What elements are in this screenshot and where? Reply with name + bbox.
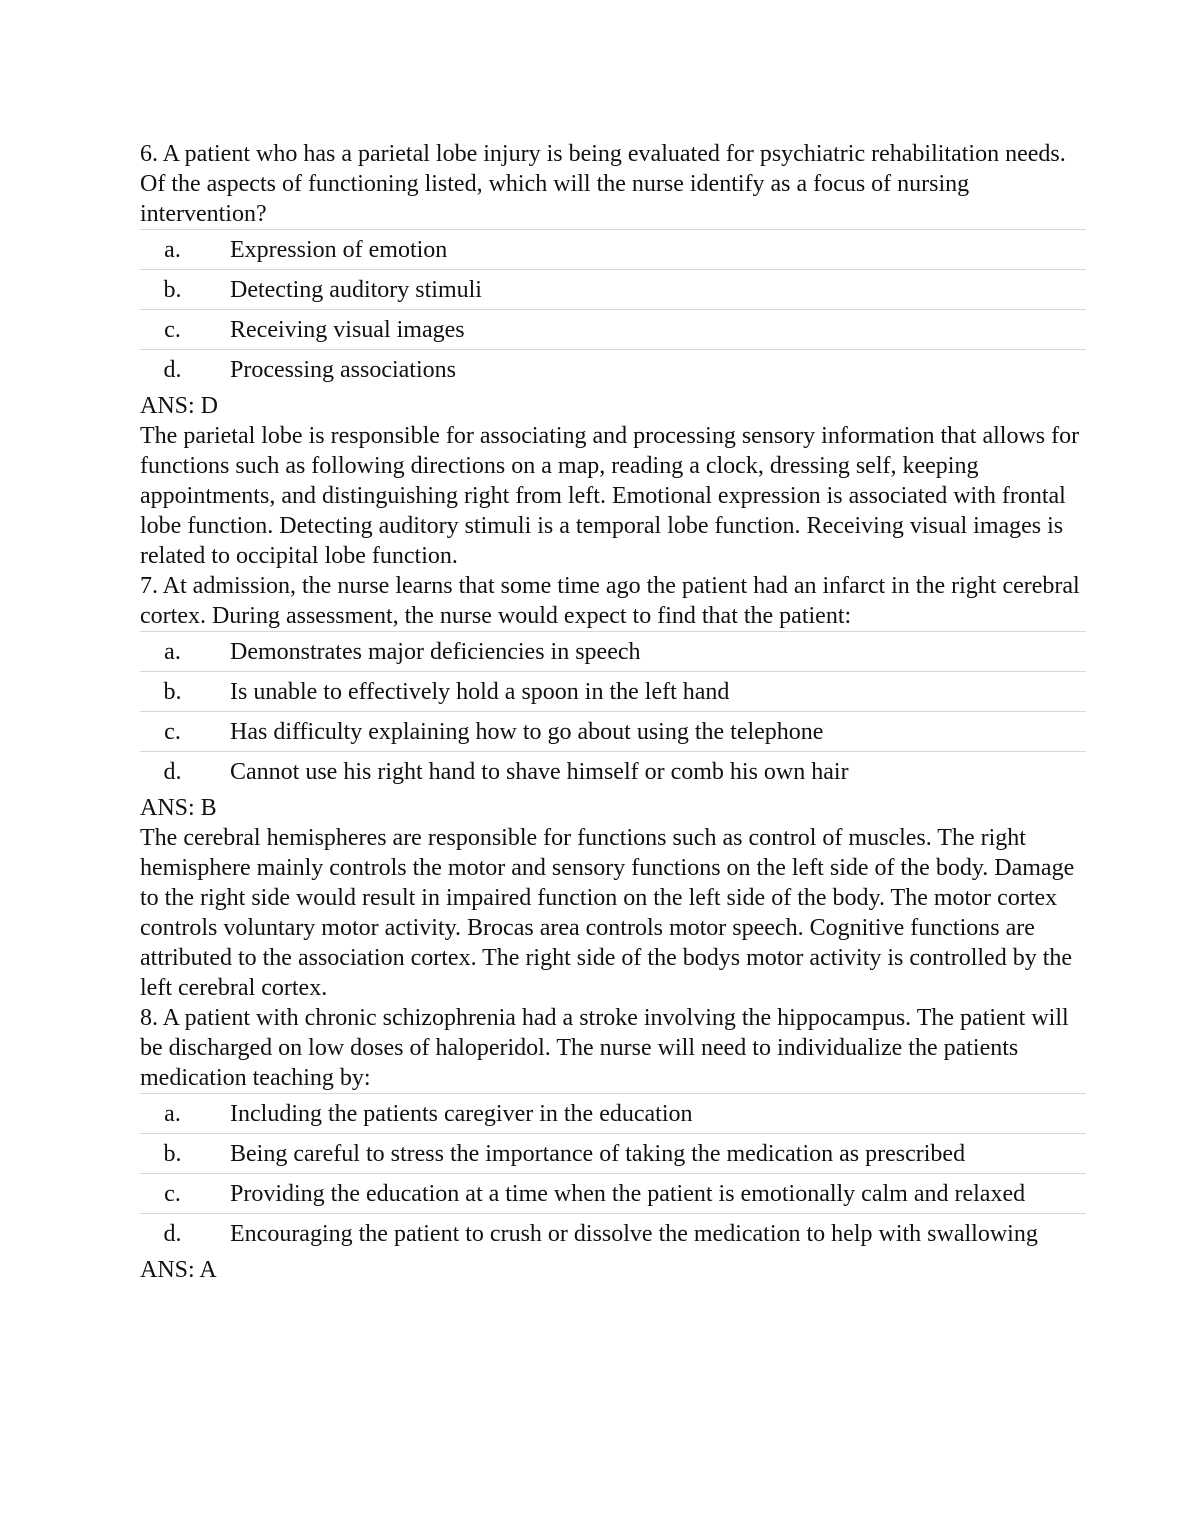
option-letter: a.	[140, 1094, 230, 1134]
option-row	[140, 752, 1086, 792]
option-text: Receiving visual images	[230, 310, 1086, 350]
option-row	[140, 632, 1086, 672]
option-letter: a.	[140, 230, 230, 270]
option-text: Including the patients caregiver in the education	[230, 1094, 1086, 1134]
option-row	[140, 712, 1086, 752]
question-6-answer: ANS: D	[140, 393, 219, 419]
option-text: Demonstrates major deficiencies in speech	[230, 632, 1086, 672]
option-text: Expression of emotion	[230, 230, 1086, 270]
option-letter: a.	[140, 632, 230, 672]
option-letter: d.	[140, 752, 230, 792]
option-text: Processing associations	[230, 350, 1086, 390]
option-text: Is unable to effectively hold a spoon in the left hand	[230, 672, 1086, 712]
question-7-rationale: The cerebral hemispheres are responsible for functions such as control of muscles. The right hemisphere mainly controls the motor and sensory functions on the left side of the body. Damage to the right side would result in impaired function on the left side of the body. The motor cortex controls voluntary motor activity. Brocas area controls motor speech. Cognitive functions are attributed to the association cortex. The right side of the bodys motor activity is controlled by the left cerebral cortex.	[140, 825, 1075, 1001]
option-row	[140, 270, 1086, 310]
question-7-options	[140, 631, 1086, 791]
option-text: Has difficulty explaining how to go about using the telephone	[230, 712, 1086, 752]
question-8-options	[140, 1093, 1086, 1253]
option-letter: b.	[140, 1134, 230, 1174]
option-letter: b.	[140, 672, 230, 712]
option-text: Detecting auditory stimuli	[230, 270, 1086, 310]
option-row	[140, 1174, 1086, 1214]
option-row	[140, 230, 1086, 270]
option-letter: b.	[140, 270, 230, 310]
option-letter: c.	[140, 712, 230, 752]
option-row	[140, 350, 1086, 390]
question-8-stem: 8. A patient with chronic schizophrenia had a stroke involving the hippocampus. The patient will be discharged on low doses of haloperidol. The nurse will need to individualize the patients medication teaching by:	[140, 1005, 1069, 1091]
question-8-answer: ANS: A	[140, 1257, 217, 1283]
question-7-stem: 7. At admission, the nurse learns that some time ago the patient had an infarct in the right cerebral cortex. During assessment, the nurse would expect to find that the patient:	[140, 573, 1080, 629]
question-6-rationale: The parietal lobe is responsible for associating and processing sensory information that allows for functions such as following directions on a map, reading a clock, dressing self, keeping appointments, and distinguishing right from left. Emotional expression is associated with frontal lobe function. Detecting auditory stimuli is a temporal lobe function. Receiving visual images is related to occipital lobe function.	[140, 423, 1080, 569]
option-letter: c.	[140, 310, 230, 350]
option-row	[140, 1214, 1086, 1254]
option-letter: c.	[140, 1174, 230, 1214]
question-6-options	[140, 229, 1086, 389]
option-text: Being careful to stress the importance of taking the medication as prescribed	[230, 1134, 1086, 1174]
question-6-stem: 6. A patient who has a parietal lobe injury is being evaluated for psychiatric rehabilitation needs. Of the aspects of functioning listed, which will the nurse identify as a focus of nursing intervention?	[140, 141, 1066, 227]
option-row	[140, 1134, 1086, 1174]
option-row	[140, 672, 1086, 712]
option-letter: d.	[140, 1214, 230, 1254]
option-text: Encouraging the patient to crush or dissolve the medication to help with swallowing	[230, 1214, 1086, 1254]
option-text: Providing the education at a time when the patient is emotionally calm and relaxed	[230, 1174, 1086, 1214]
document-page	[140, 139, 1086, 1285]
question-7-answer: ANS: B	[140, 795, 217, 821]
option-text: Cannot use his right hand to shave himself or comb his own hair	[230, 752, 1086, 792]
option-row	[140, 310, 1086, 350]
option-row	[140, 1094, 1086, 1134]
option-letter: d.	[140, 350, 230, 390]
